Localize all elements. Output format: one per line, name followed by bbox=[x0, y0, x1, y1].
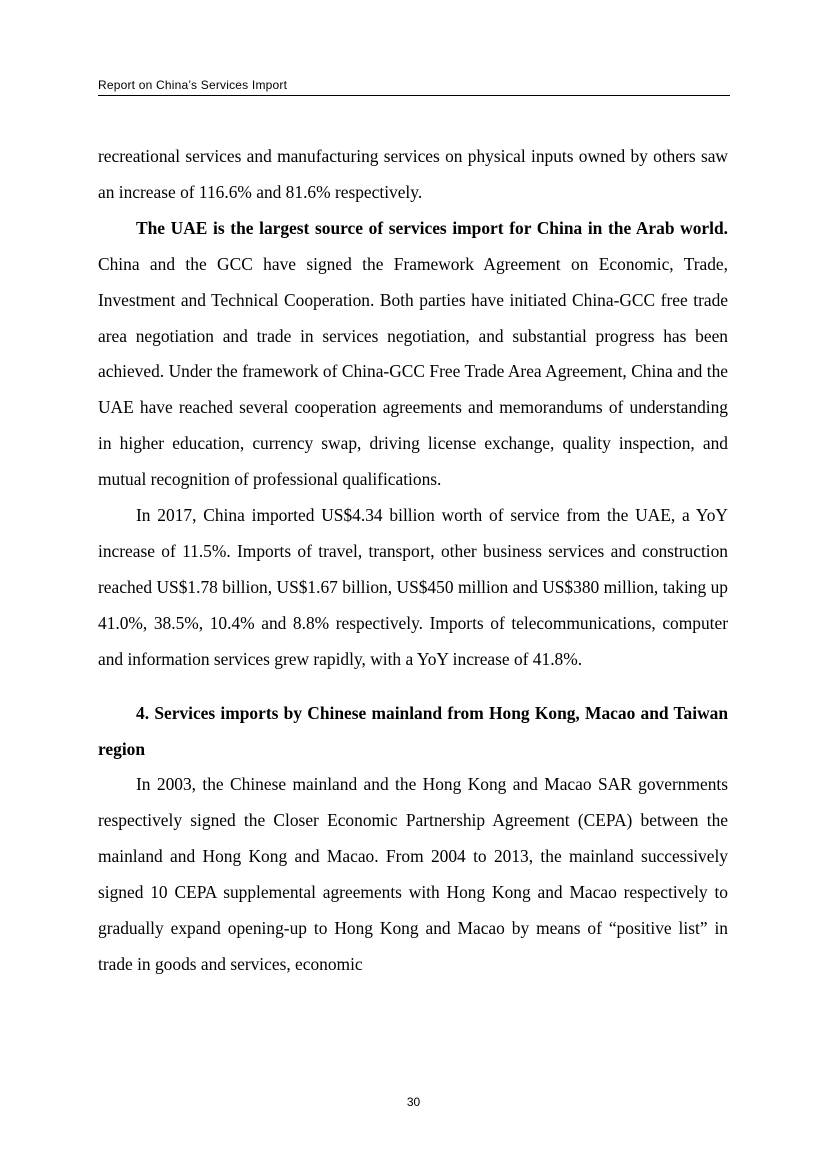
paragraph-text: China and the GCC have signed the Framework Agreement on Economic, Trade, Investment and Technical Cooperation. Both parties have initiated China-GCC free trade area negotiation and trade in services negotiation, and substantial progress has been achieved. Under the framework of China-GCC Free Trade Area Agreement, China and the UAE have reached several cooperation agreements and memorandums of understanding in higher education, currency swap, driving license exchange, quality inspection, and mutual recognition of professional qualifications. bbox=[98, 253, 728, 490]
body-paragraph: recreational services and manufacturing services on physical inputs owned by others saw an increase of 116.6% and 81.6% respectively. bbox=[98, 146, 728, 202]
running-header bbox=[98, 79, 730, 96]
body-paragraph: In 2017, China imported US$4.34 billion worth of service from the UAE, a YoY increase of 11.5%. Imports of travel, transport, other business services and construction reached US$1.78 billion, US$1.67 billion, US$450 million and US$380 million, taking up 41.0%, 38.5%, 10.4% and 8.8% respectively. Imports of telecommunications, computer and information services grew rapidly, with a YoY increase of 41.8%. bbox=[98, 505, 728, 669]
page-body bbox=[98, 139, 728, 983]
page-number: 30 bbox=[406, 1095, 421, 1109]
body-paragraph bbox=[98, 211, 728, 498]
section-heading bbox=[98, 696, 728, 768]
section-heading-text: 4. Services imports by Chinese mainland from Hong Kong, Macao and Taiwan region bbox=[98, 702, 728, 759]
lead-sentence: The UAE is the largest source of services import for China in the Arab world. bbox=[136, 217, 728, 238]
body-paragraph: In 2003, the Chinese mainland and the Hong Kong and Macao SAR governments respectively signed the Closer Economic Partnership Agreement (CEPA) between the mainland and Hong Kong and Macao. From 2004 to 2013, the mainland successively signed 10 CEPA supplemental agreements with Hong Kong and Macao respectively to gradually expand opening-up to Hong Kong and Macao by means of “positive list” in trade in goods and services, economic bbox=[98, 774, 728, 974]
running-header-title: Report on China’s Services Import bbox=[98, 78, 288, 92]
